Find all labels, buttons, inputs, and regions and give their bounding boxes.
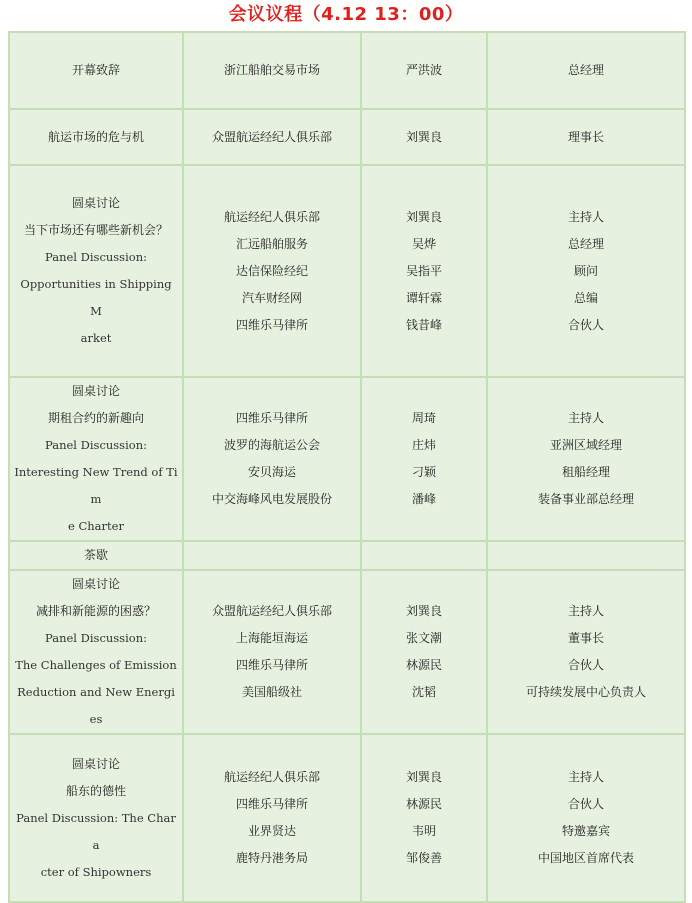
role-line: 主持人: [567, 209, 604, 224]
role-line: 亚洲区域经理: [549, 438, 622, 452]
org-line: 众盟航运经纪人俱乐部: [211, 129, 332, 144]
role-line: 总经理: [567, 236, 604, 251]
name-line: 庄炜: [411, 438, 436, 452]
topic-line: 圆桌讨论: [71, 756, 120, 771]
name-line: 刘巽良: [405, 604, 442, 618]
role-line: 合伙人: [567, 317, 604, 332]
agenda-row: [9, 377, 685, 541]
topic-line: Panel Discussion:: [45, 438, 147, 452]
name-line: 张文潮: [405, 631, 442, 645]
role-line: 总编: [573, 290, 598, 305]
agenda-cell-org: [183, 377, 361, 541]
org-line: 中交海峰风电发展股份: [211, 492, 332, 506]
role-line: 董事长: [567, 631, 604, 645]
agenda-cell-org: [183, 32, 361, 109]
agenda-cell-name: [361, 109, 487, 165]
topic-line: 期租合约的新趣向: [47, 411, 144, 425]
name-line: 潘峰: [411, 492, 436, 506]
org-line: 航运经纪人俱乐部: [223, 770, 320, 784]
agenda-table: [8, 31, 686, 903]
org-line: 四维乐马律所: [235, 658, 308, 672]
agenda-cell-topic: [9, 32, 183, 109]
agenda-cell-role: [487, 734, 685, 902]
page-title: 会议议程（4.12 13：00）: [228, 4, 464, 25]
agenda-cell-role: [487, 570, 685, 734]
org-line: 美国船级社: [241, 685, 302, 699]
org-line: 安贝海运: [247, 465, 296, 479]
agenda-cell-org: [183, 570, 361, 734]
topic-line: Panel Discussion:: [45, 631, 147, 645]
agenda-cell-topic: [9, 734, 183, 902]
role-line: 可持续发展中心负责人: [525, 685, 646, 699]
agenda-cell-org: [183, 109, 361, 165]
topic-line: 圆桌讨论: [71, 577, 120, 591]
org-line: 浙江船舶交易市场: [223, 63, 320, 77]
agenda-cell-name: [361, 541, 487, 570]
role-line: 理事长: [567, 129, 604, 144]
org-line: 四维乐马律所: [235, 411, 308, 425]
agenda-cell-role: [487, 541, 685, 570]
agenda-cell-topic: [9, 377, 183, 541]
name-line: 严洪波: [405, 63, 442, 77]
agenda-row: [9, 570, 685, 734]
agenda-cell-topic: [9, 541, 183, 570]
name-line: 刘巽良: [405, 209, 442, 224]
agenda-cell-topic: [9, 165, 183, 377]
role-line: 主持人: [567, 770, 604, 784]
topic-line: 圆桌讨论: [71, 384, 120, 398]
name-line: 周琦: [411, 411, 436, 425]
org-line: 上海能垣海运: [235, 631, 308, 645]
topic-line: Interesting New Trend of Tim: [14, 465, 178, 506]
name-line: 刘巽良: [405, 770, 442, 784]
name-line: 林源民: [405, 658, 442, 672]
agenda-cell-org: [183, 734, 361, 902]
org-line: 众盟航运经纪人俱乐部: [211, 604, 332, 618]
org-line: 汽车财经网: [241, 290, 302, 305]
agenda-cell-role: [487, 109, 685, 165]
agenda-cell-name: [361, 570, 487, 734]
agenda-cell-role: [487, 377, 685, 541]
topic-line: Panel Discussion:: [45, 250, 147, 264]
org-line: 航运经纪人俱乐部: [223, 209, 320, 224]
org-line: 业界贤达: [247, 824, 296, 838]
topic-line: Reduction and New Energies: [17, 685, 175, 726]
agenda-row: [9, 541, 685, 570]
role-line: 租船经理: [561, 465, 610, 479]
topic-line: 茶歇: [83, 548, 108, 562]
role-line: 主持人: [567, 411, 604, 425]
role-line: 顾问: [573, 263, 598, 278]
topic-line: Panel Discussion: The Chara: [16, 810, 176, 852]
role-line: 合伙人: [567, 658, 604, 672]
agenda-row: [9, 165, 685, 377]
topic-line: 航运市场的危与机: [47, 129, 144, 144]
role-line: 装备事业部总经理: [537, 492, 634, 506]
name-line: 韦明: [411, 824, 436, 838]
topic-line: 圆桌讨论: [71, 196, 120, 210]
agenda-cell-topic: [9, 109, 183, 165]
name-line: 邹俊善: [405, 851, 442, 865]
org-line: 达信保险经纪: [235, 263, 308, 278]
agenda-cell-name: [361, 32, 487, 109]
name-line: 吴指平: [405, 263, 442, 278]
agenda-body: [9, 32, 685, 902]
org-line: 汇远船舶服务: [235, 236, 308, 251]
role-line: 主持人: [567, 604, 604, 618]
topic-line: cter of Shipowners: [40, 864, 152, 879]
role-line: 特邀嘉宾: [561, 824, 610, 838]
name-line: 沈韬: [411, 685, 436, 699]
name-line: 林源民: [405, 797, 442, 811]
agenda-row: [9, 109, 685, 165]
org-line: 四维乐马律所: [235, 797, 308, 811]
topic-line: 开幕致辞: [71, 63, 120, 77]
agenda-cell-name: [361, 377, 487, 541]
agenda-cell-name: [361, 734, 487, 902]
role-line: 中国地区首席代表: [537, 851, 634, 865]
topic-line: Opportunities in Shipping M: [20, 277, 172, 318]
topic-line: The Challenges of Emission: [15, 658, 177, 672]
agenda-cell-org: [183, 541, 361, 570]
name-line: 谭轩霖: [405, 290, 442, 305]
role-line: 总经理: [567, 63, 604, 77]
topic-line: e Charter: [68, 519, 124, 533]
agenda-cell-name: [361, 165, 487, 377]
agenda-row: [9, 32, 685, 109]
agenda-cell-role: [487, 32, 685, 109]
org-line: 波罗的海航运公会: [223, 438, 320, 452]
role-line: 合伙人: [567, 797, 604, 811]
name-line: 刁颖: [411, 465, 436, 479]
agenda-cell-topic: [9, 570, 183, 734]
agenda-row: [9, 734, 685, 902]
name-line: 钱昔峰: [405, 317, 442, 332]
topic-line: arket: [80, 331, 112, 345]
topic-line: 当下市场还有哪些新机会？: [23, 223, 168, 237]
name-line: 吴烨: [411, 236, 436, 251]
topic-line: 减排和新能源的困惑？: [35, 604, 156, 618]
org-line: 鹿特丹港务局: [235, 851, 308, 865]
topic-line: 船东的德性: [65, 783, 126, 798]
org-line: 四维乐马律所: [235, 317, 308, 332]
name-line: 刘巽良: [405, 129, 442, 144]
agenda-cell-role: [487, 165, 685, 377]
agenda-cell-org: [183, 165, 361, 377]
